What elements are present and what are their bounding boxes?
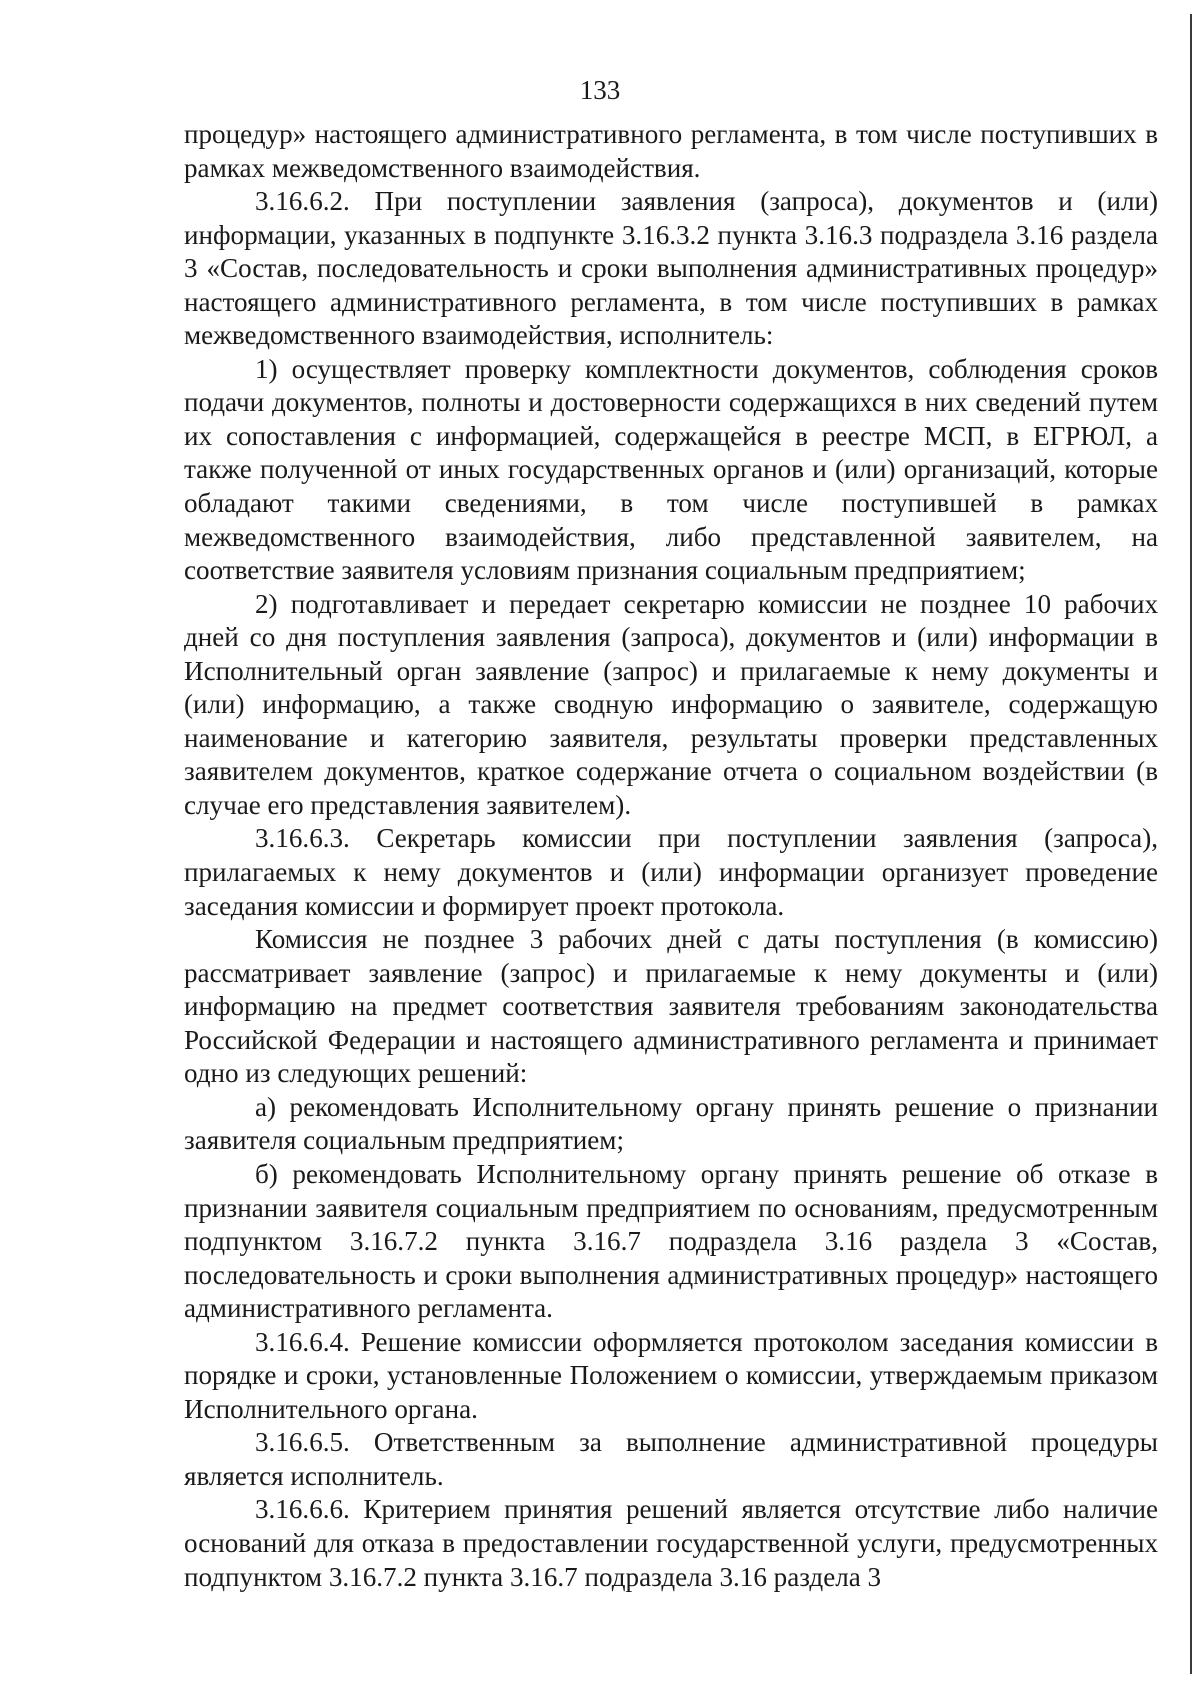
scan-edge-line [1190,14,1192,1674]
paragraph-continuation: процедур» настоящего административного регламента, в том числе поступивших в рамках межведомственного взаимодействия. [184,119,1158,183]
paragraph-3-16-6-4: 3.16.6.4. Решение комиссии оформляется протоколом заседания комиссии в порядке и сроки, установленные Положением о комиссии, утверждаемым приказом Исполнительного органа. [184,1326,1158,1424]
paragraph-item-1: 1) осуществляет проверку комплектности документов, соблюдения сроков подачи документов, полноты и достоверности содержащихся в них сведений путем их сопоставления с информацией, содержащейся в реестре МСП, в ЕГРЮЛ, а также полученной от иных государственных органов и (или) организаций, которые обладают такими сведениями, в том числе поступившей в рамках межведомственного взаимодействия, либо представленной заявителем, на соответствие заявителя условиям признания социальным предприятием; [184,353,1158,586]
document-body [184,118,1158,1594]
page-number: 133 [579,75,621,105]
paragraph-3-16-6-5: 3.16.6.5. Ответственным за выполнение административной процедуры является исполнитель. [184,1427,1158,1491]
paragraph-3-16-6-3: 3.16.6.3. Секретарь комиссии при поступлении заявления (запроса), прилагаемых к нему документов и (или) информации организует проведение заседания комиссии и формирует проект протокола. [184,823,1158,921]
paragraph-item-b: б) рекомендовать Исполнительному органу принять решение об отказе в признании заявителя социальным предприятием по основаниям, предусмотренным подпунктом 3.16.7.2 пункта 3.16.7 подраздела 3.16 раздела 3 «Состав, последовательность и сроки выполнения административных процедур» настоящего административного регламента. [184,1158,1158,1324]
paragraph-3-16-6-6: 3.16.6.6. Критерием принятия решений является отсутствие либо наличие оснований для отказа в предоставлении государственной услуги, предусмотренных подпунктом 3.16.7.2 пункта 3.16.7 подраздела 3.16 раздела 3 [184,1494,1158,1592]
paragraph-item-2: 2) подготавливает и передает секретарю комиссии не позднее 10 рабочих дней со дня поступления заявления (запроса), документов и (или) информации в Исполнительный орган заявление (запрос) и прилагаемые к нему документы и (или) информацию, а также сводную информацию о заявителе, содержащую наименование и категорию заявителя, результаты проверки представленных заявителем документов, краткое содержание отчета о социальном воздействии (в случае его представления заявителем). [184,588,1158,820]
paragraph-commission: Комиссия не позднее 3 рабочих дней с даты поступления (в комиссию) рассматривает заявление (запрос) и прилагаемые к нему документы и (или) информацию на предмет соответствия заявителя требованиям законодательства Российской Федерации и настоящего административного регламента и принимает одно из следующих решений: [184,924,1158,1089]
paragraph-item-a: а) рекомендовать Исполнительному органу принять решение о признании заявителя социальным предприятием; [184,1091,1158,1156]
paragraph-3-16-6-2: 3.16.6.2. При поступлении заявления (запроса), документов и (или) информации, указанных в подпункте 3.16.3.2 пункта 3.16.3 подраздела 3.16 раздела 3 «Состав, последовательность и сроки выполнения административных процедур» настоящего административного регламента, в том числе поступивших в рамках межведомственного взаимодействия, исполнитель: [184,186,1158,351]
